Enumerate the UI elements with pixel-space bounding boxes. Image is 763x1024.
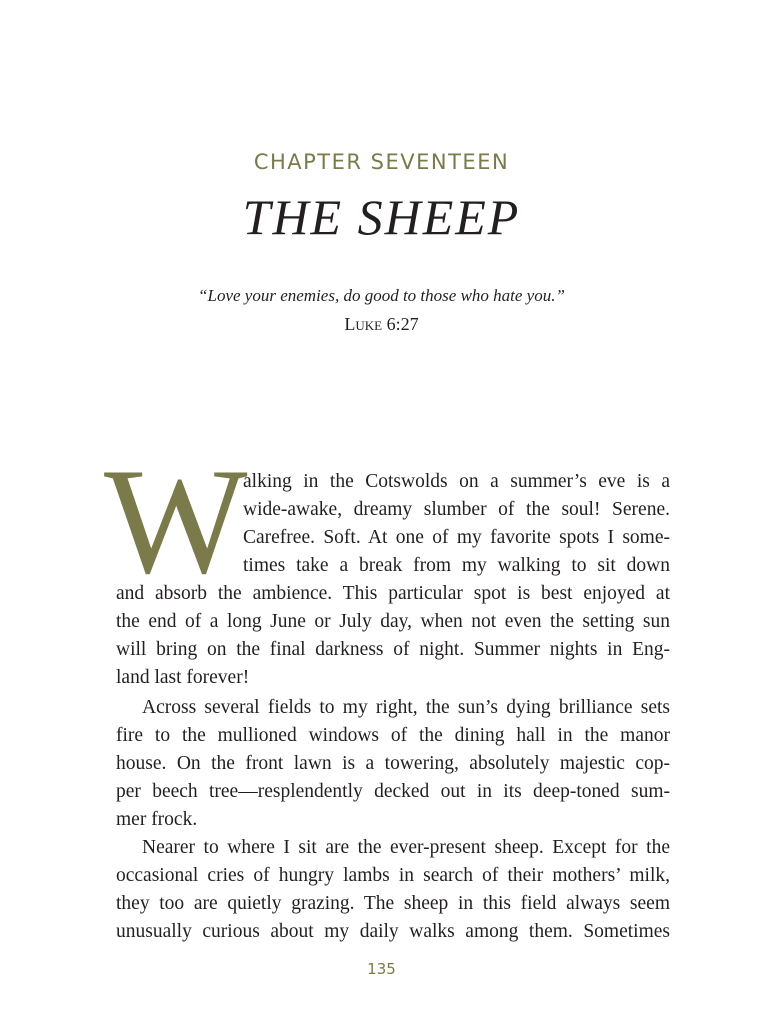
body-line: house. On the front lawn is a towering, absolutely majestic cop- [116,753,670,774]
body-line: they too are quietly grazing. The sheep in this field always seem [116,893,670,914]
body-line: land last forever! [116,667,250,688]
body-line: and absorb the ambience. This particular spot is best enjoyed at [116,583,670,604]
body-line: Carefree. Soft. At one of my favorite spots I some- [243,527,670,548]
body-line: the end of a long June or July day, when not even the setting sun [116,611,670,632]
body-line: occasional cries of hungry lambs in search of their mothers’ milk, [116,865,670,886]
epigraph-citation: Luke 6:27 [344,314,419,334]
body-line: Across several fields to my right, the sun’s dying brilliance sets [142,697,670,718]
body-line: will bring on the final darkness of night. Summer nights in Eng- [116,639,670,660]
body-line: unusually curious about my daily walks among them. Sometimes [116,921,670,942]
body-line: wide-awake, dreamy slumber of the soul! Serene. [243,499,670,520]
body-line: times take a break from my walking to sit down [243,555,670,576]
chapter-title: THE SHEEP [242,189,521,245]
epigraph-quote: “Love your enemies, do good to those who hate you.” [198,286,565,305]
drop-cap: W [104,437,248,605]
body-line: per beech tree—resplendently decked out in its deep-toned sum- [116,781,670,802]
page-number: 135 [367,960,396,978]
body-line: fire to the mullioned windows of the dining hall in the manor [116,725,670,746]
body-line: mer frock. [116,809,198,830]
chapter-label: CHAPTER SEVENTEEN [253,150,510,174]
body-line: Nearer to where I sit are the ever-present sheep. Except for the [142,837,670,858]
body-line: alking in the Cotswolds on a summer’s eve is a [243,471,670,492]
